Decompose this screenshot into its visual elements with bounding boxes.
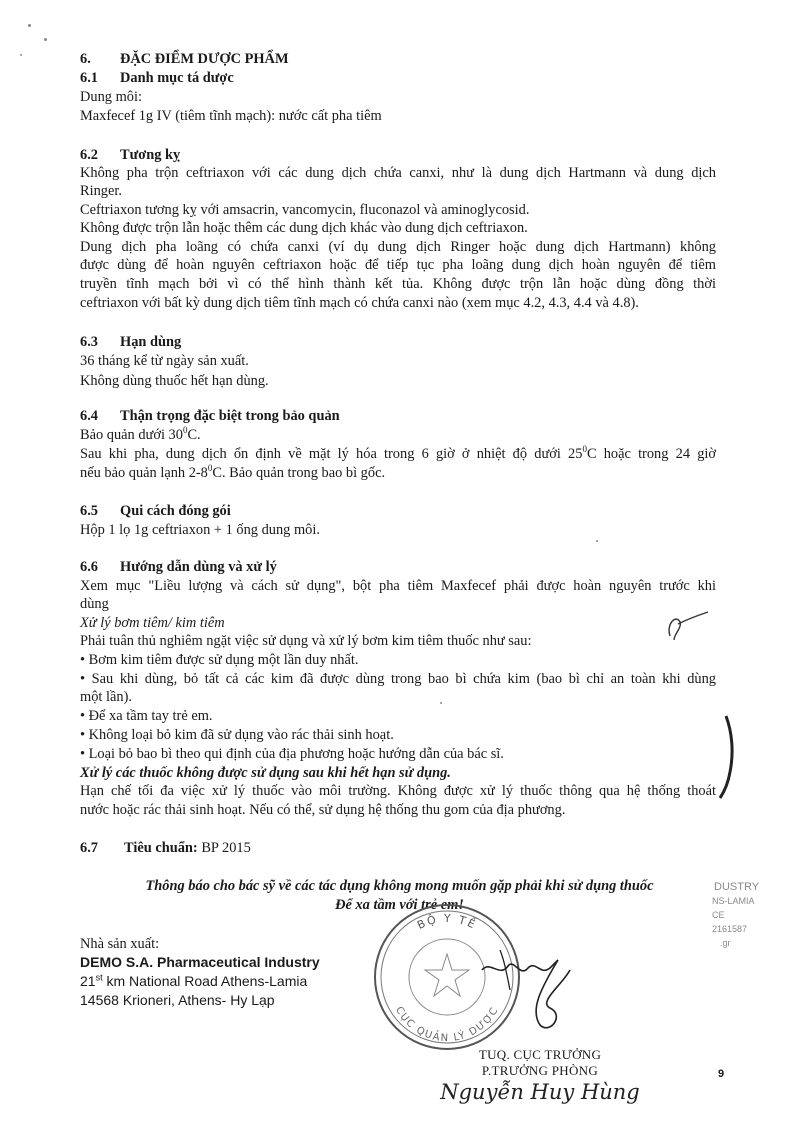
paragraph-line xyxy=(80,464,385,482)
paragraph-line: Dung dịch pha loãng có chứa canxi (ví dụ dung dịch Ringer hoặc dung dịch Hartmann) không xyxy=(80,239,716,255)
text-run: 21 xyxy=(80,973,96,989)
scan-speck xyxy=(44,38,47,41)
section-6-7-heading xyxy=(80,839,251,857)
side-stamp-text: 2161587 xyxy=(712,924,748,934)
section-number: 6. xyxy=(80,51,91,67)
section-title: Tiêu chuẩn: xyxy=(124,840,198,856)
section-number: 6.1 xyxy=(80,70,98,86)
section-title: Qui cách đóng gói xyxy=(120,503,231,519)
signatory-name: Nguyễn Huy Hùng xyxy=(440,1080,640,1104)
signatory-title: TUQ. CỤC TRƯỞNG xyxy=(478,1047,602,1062)
side-stamp-text: NS-LAMIA xyxy=(712,896,755,906)
bullet-item: • Sau khi dùng, bỏ tất cả các kim đã được dùng trong bao bì chứa kim (bao bì chỉ an toàn khi dùng xyxy=(80,671,716,687)
paragraph-line: dùng xyxy=(80,596,109,612)
text-run: C. xyxy=(187,427,201,443)
section-number: 6.5 xyxy=(80,503,98,519)
text-run: km National Road Athens-Lamia xyxy=(102,973,308,989)
seal-top-text: BỘ Y TẾ xyxy=(415,911,479,932)
paragraph-line: truyền tĩnh mạch bởi vì có thể hình thành kết tủa. Không được trộn lẫn hoặc dùng đồng thời xyxy=(80,276,716,292)
margin-bracket xyxy=(712,712,742,802)
text-run: nếu bảo quản lạnh 2-8 xyxy=(80,465,208,481)
scan-speck xyxy=(28,24,31,27)
text-run: C hoặc trong 24 giờ xyxy=(586,446,716,462)
seal-bottom-text: CỤC QUẢN LÝ DƯỢC xyxy=(393,1004,501,1045)
bullet-item: • Bơm kim tiêm được sử dụng một lần duy nhất. xyxy=(80,652,359,668)
paragraph-line: Maxfecef 1g IV (tiêm tĩnh mạch): nước cất pha tiêm xyxy=(80,108,382,124)
section-number: 6.6 xyxy=(80,559,98,575)
superscript: 0 xyxy=(182,425,188,436)
section-number: 6.2 xyxy=(80,147,98,163)
section-title: Danh mục tá dược xyxy=(120,70,234,86)
section-6-2-heading xyxy=(80,146,180,164)
scan-speck xyxy=(440,702,442,704)
manufacturer-address xyxy=(80,972,307,990)
section-6-heading xyxy=(80,50,289,68)
paragraph-line: ceftriaxon với bất kỳ dung dịch tiêm tĩnh mạch có chứa canxi nào (xem mục 4.2, 4.3, 4.4 và 4.8). xyxy=(80,295,639,311)
section-title: Hạn dùng xyxy=(120,334,182,350)
paragraph-line: Không được trộn lẫn hoặc thêm các dung dịch khác vào dung dịch ceftriaxon. xyxy=(80,220,528,236)
text-run: Sau khi pha, dung dịch ổn định về mặt lý hóa trong 6 giờ ở nhiệt độ dưới 25 xyxy=(80,446,583,462)
notice-line: Để xa tầm với trẻ em! xyxy=(335,897,464,913)
section-number: 6.7 xyxy=(80,840,98,856)
paragraph-line: Ceftriaxon tương kỵ với amsacrin, vancomycin, fluconazol và aminoglycosid. xyxy=(80,202,530,218)
manufacturer-label: Nhà sản xuất: xyxy=(80,936,160,952)
superscript: 0 xyxy=(207,463,213,474)
superscript: st xyxy=(95,972,103,983)
paragraph-line: Không pha trộn ceftriaxon với các dung dịch chứa canxi, như là dung dịch Hartmann và dung dịch xyxy=(80,165,716,181)
section-6-1-heading xyxy=(80,69,234,87)
section-6-3-heading xyxy=(80,333,181,351)
text-run: C. Bảo quản trong bao bì gốc. xyxy=(212,465,386,481)
initials-mark xyxy=(656,606,716,646)
section-title: Hướng dẫn dùng và xử lý xyxy=(120,559,277,575)
scan-speck xyxy=(596,540,598,542)
scan-speck xyxy=(20,54,22,56)
section-6-5-heading xyxy=(80,502,231,520)
manufacturer-name: DEMO S.A. Pharmaceutical Industry xyxy=(80,954,320,970)
paragraph-line: Dung môi: xyxy=(80,89,142,105)
paragraph-line: Xem mục "Liều lượng và cách sử dụng", bột pha tiêm Maxfecef phải được hoàn nguyên trước khi xyxy=(80,578,716,594)
paragraph-line: Hộp 1 lọ 1g ceftriaxon + 1 ống dung môi. xyxy=(80,522,320,538)
section-title: Thận trọng đặc biệt trong bảo quản xyxy=(120,408,340,424)
sub-heading: Xử lý bơm tiêm/ kim tiêm xyxy=(80,615,225,631)
paragraph-line: Hạn chế tối đa việc xử lý thuốc vào môi trường. Không được xử lý thuốc thông qua hệ thống thoát xyxy=(80,783,716,799)
bullet-item: • Không loại bỏ kim đã sử dụng vào rác thải sinh hoạt. xyxy=(80,727,394,743)
section-6-4-heading xyxy=(80,407,340,425)
paragraph-line: được dùng để hoàn nguyên ceftriaxon hoặc để tiếp tục pha loãng dung dịch hoàn nguyên để tiêm xyxy=(80,257,716,273)
standard-value: BP 2015 xyxy=(201,840,251,856)
paragraph-line xyxy=(80,426,201,444)
signatory-title: P.TRƯỞNG PHÒNG xyxy=(481,1063,599,1078)
paragraph-line: Ringer. xyxy=(80,183,122,199)
bold-italic-note: Xử lý các thuốc không được sử dụng sau khi hết hạn sử dụng. xyxy=(80,765,451,781)
manufacturer-address: 14568 Krioneri, Athens- Hy Lạp xyxy=(80,992,275,1008)
text-run: Bảo quản dưới 30 xyxy=(80,427,183,443)
side-stamp-text: .gr xyxy=(720,938,731,948)
side-stamp-text: DUSTRY xyxy=(714,881,760,893)
seal-star xyxy=(425,954,469,996)
side-stamp xyxy=(706,880,786,1000)
section-6-6-heading xyxy=(80,558,277,576)
paragraph-line: 36 tháng kể từ ngày sản xuất. xyxy=(80,353,249,369)
side-stamp-text: CE xyxy=(712,910,725,920)
section-number: 6.3 xyxy=(80,334,98,350)
section-title: ĐẶC ĐIỂM DƯỢC PHẨM xyxy=(120,51,289,67)
handwritten-signature xyxy=(470,930,590,1040)
paragraph-line: Không dùng thuốc hết hạn dùng. xyxy=(80,373,269,389)
paragraph-line: Phải tuân thủ nghiêm ngặt việc sử dụng và xử lý bơm kim tiêm thuốc như sau: xyxy=(80,633,532,649)
section-number: 6.4 xyxy=(80,408,98,424)
paragraph-line: nước hoặc rác thải sinh hoạt. Nếu có thể, sử dụng hệ thống thu gom của địa phương. xyxy=(80,802,566,818)
section-title: Tương kỵ xyxy=(120,147,181,163)
bullet-item: • Để xa tầm tay trẻ em. xyxy=(80,708,213,724)
superscript: 0 xyxy=(582,444,587,455)
paragraph-line xyxy=(80,445,716,463)
bullet-item: một lần). xyxy=(80,689,132,705)
page-number: 9 xyxy=(718,1068,725,1080)
notice-line: Thông báo cho bác sỹ về các tác dụng không mong muốn gặp phải khi sử dụng thuốc xyxy=(145,878,654,894)
bullet-item: • Loại bỏ bao bì theo qui định của địa phương hoặc hướng dẫn của bác sĩ. xyxy=(80,746,504,762)
